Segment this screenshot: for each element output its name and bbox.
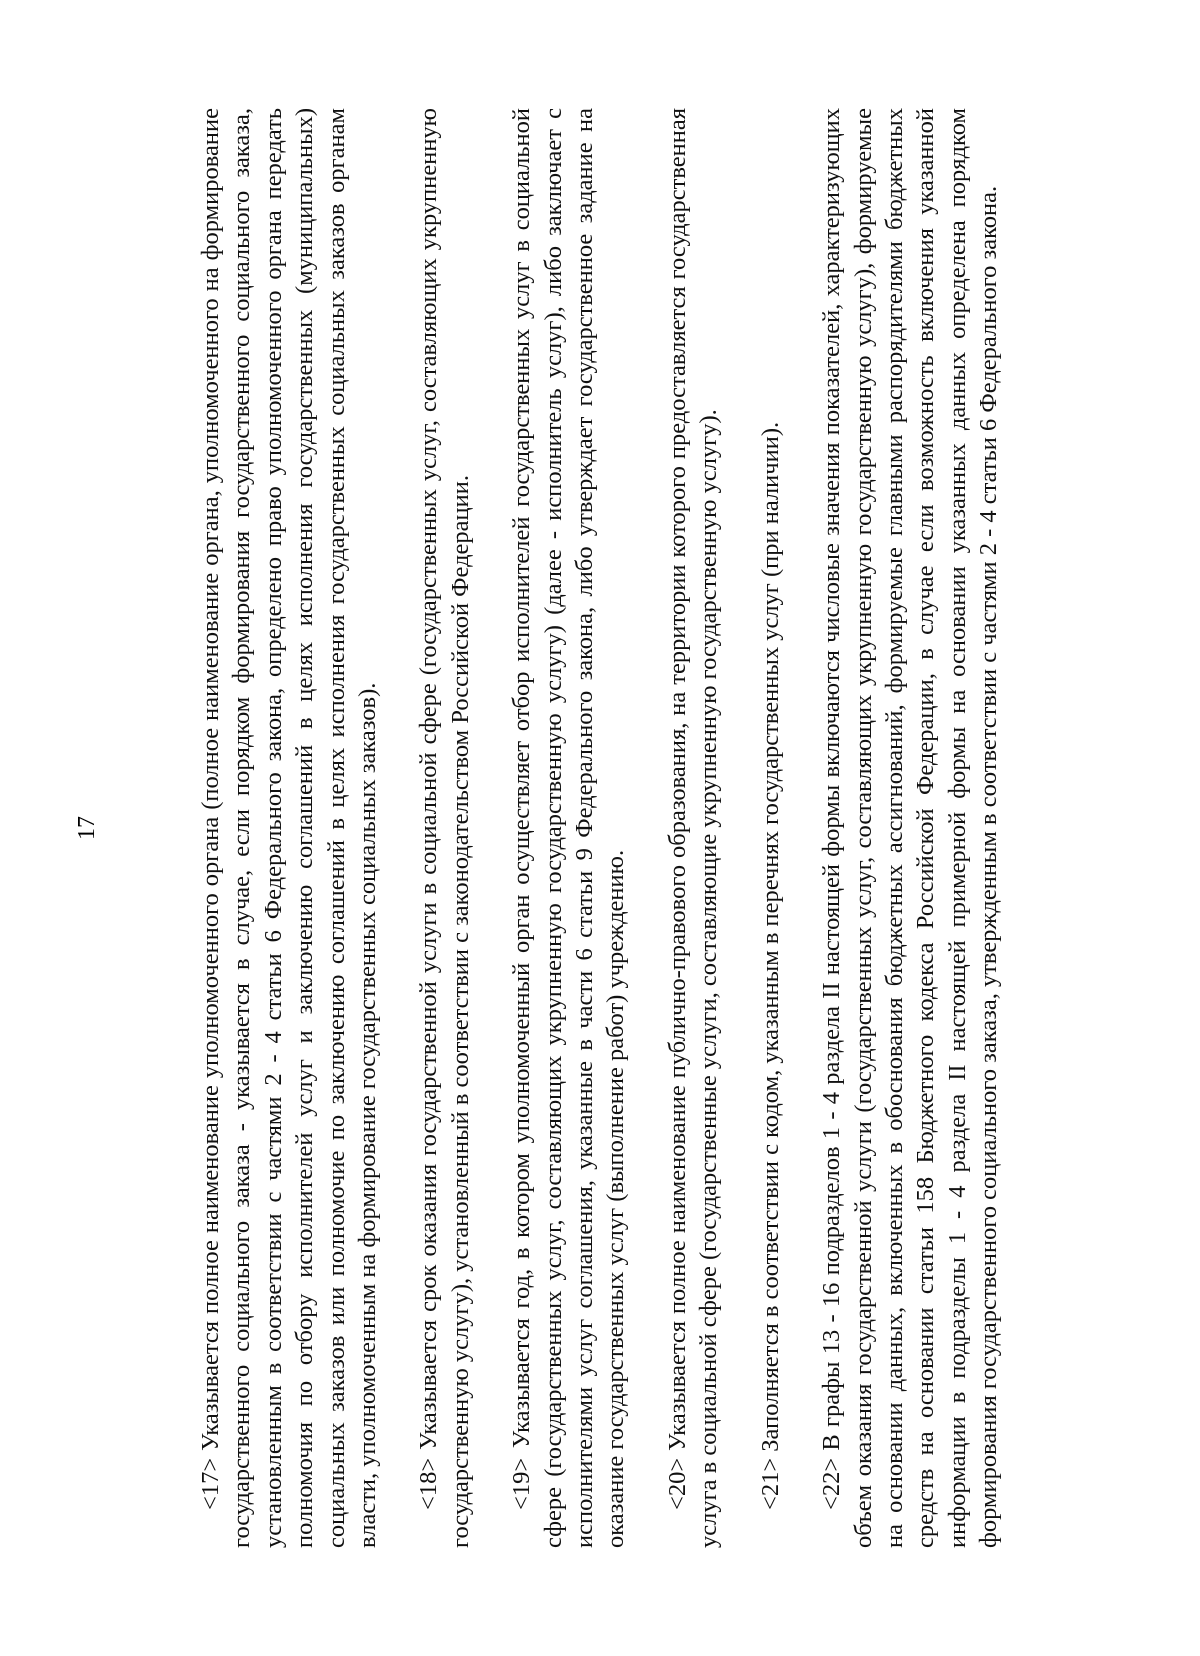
footnote-20: <20> Указывается полное наименование публично-правового образования, на территории которого предоставляется государственная услуга в социальной сфере (государственные услуги, составляющие укрупненную государственную услугу). <box>664 108 723 1548</box>
footnote-22: <22> В графы 13 - 16 подразделов 1 - 4 раздела II настоящей формы включаются числовые значения показателей, характеризующих объем оказания государственной услуги (государственных услуг, составляющих укрупненную государственную услугу), формируемые на основании данных, включенных в обоснования бюджетных ассигнований, формируемые главными распорядителями бюджетных средств на основании статьи 158 Бюджетного кодекса Российской Федерации, в случае если возможность включения указанной информации в подразделы 1 - 4 раздела II настоящей примерной формы на основании указанных данных определена порядком формирования государственного социального заказа, утвержденным в соответствии с частями 2 - 4 статьи 6 Федерального закона. <box>818 108 1003 1548</box>
page-number: 17 <box>74 816 100 840</box>
footnote-21: <21> Заполняется в соответствии с кодом, указанным в перечнях государственных услуг (при наличии). <box>756 421 784 1510</box>
footnote-19: <19> Указывается год, в котором уполномоченный орган осуществляет отбор исполнителей государственных услуг в социальной сфере (государственных услуг, составляющих укрупненную государственную услугу) (далее - исполнитель услуг), либо заключает с исполнителями услуг соглашения, указанные в части 6 статьи 9 Федерального закона, либо утверждает государственное задание на оказание государственных услуг (выполнение работ) учреждению. <box>508 108 630 1548</box>
footnote-17: <17> Указывается полное наименование уполномоченного органа (полное наименование органа, уполномоченного на формирование государственного социального заказа - указывается в случае, если порядком формирования государственного социального заказа, установленным в соответствии с частями 2 - 4 статьи 6 Федерального закона, определено право уполномоченного органа передать полномочия по отбору исполнителей услуг и заключению соглашений в целях исполнения государственных (муниципальных) социальных заказов или полномочие по заключению соглашений в целях исполнения государственных социальных заказов органам власти, уполномоченным на формирование государственных социальных заказов). <box>197 108 382 1548</box>
footnote-18: <18> Указывается срок оказания государственной услуги в социальной сфере (государственных услуг, составляющих укрупненную государственную услугу), установленный в соответствии с законодательством Российской Федерации. <box>415 108 475 1548</box>
document-body <box>195 108 1005 1548</box>
